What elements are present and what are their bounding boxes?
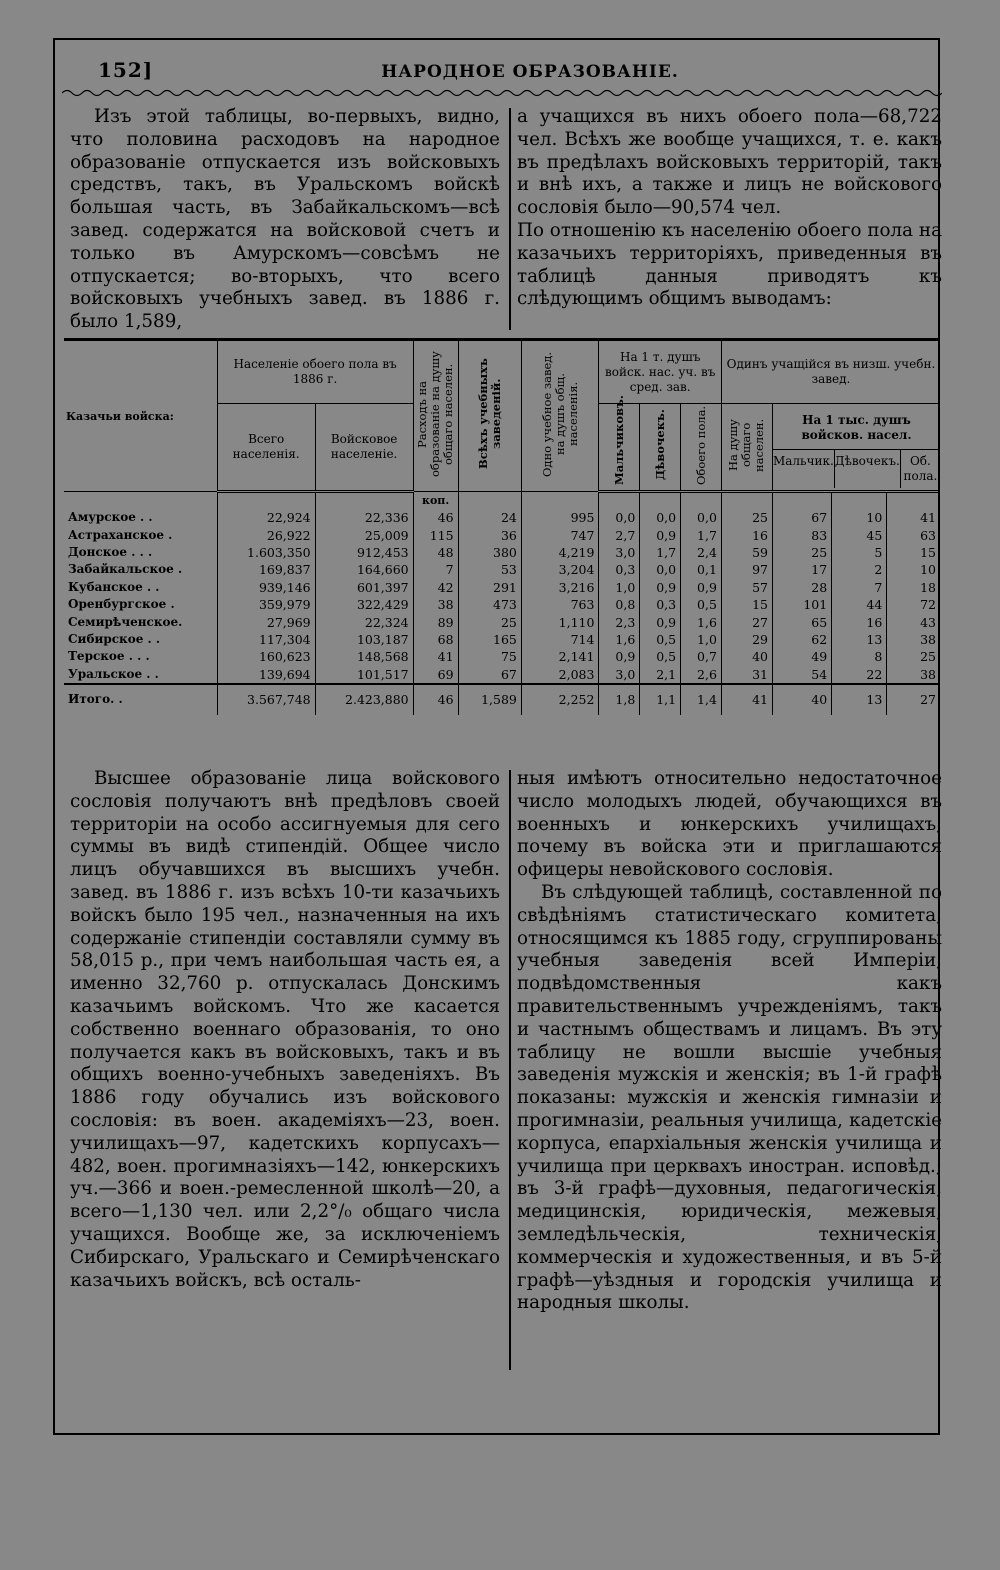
cell-b2: 54 [772,666,831,684]
ornamental-rule [62,88,942,98]
header-total-population: Всего населенія. [217,404,315,492]
cell-schools: 473 [458,596,521,613]
cell-name: Уральское . . [68,666,159,681]
cell-g2: 16 [832,613,887,630]
table-row [64,648,940,665]
cell-total: 139,694 [217,666,315,684]
cell-name: Итого. . [64,684,217,715]
cell-one: 2,083 [521,666,599,684]
header-both-2: Об. пола. [903,453,938,483]
cell-military: 2.423,880 [315,684,413,715]
column-divider [509,770,511,1370]
cell-one: 1,110 [521,613,599,630]
cell-per-capita: 57 [721,579,772,596]
header-boys: Мальчиковъ. [611,395,626,485]
cell-total: 1.603,350 [217,544,315,561]
cell-both2: 63 [887,526,940,543]
cell-b2: 49 [772,648,831,665]
cell-per-capita: 25 [721,509,772,526]
cell-name: Амурское . . [68,510,153,525]
cell-boys: 1,6 [599,631,640,648]
cell-name: Терское . . . [68,649,150,664]
cell-both: 2,6 [681,666,722,684]
page-number: 152] [98,58,154,82]
header-per-capita: На душу общаго населен. [726,418,767,472]
cell-g2: 45 [832,526,887,543]
cell-total: 3.567,748 [217,684,315,715]
cell-military: 601,397 [315,579,413,596]
cell-military: 103,187 [315,631,413,648]
header-both: Обоего пола. [693,405,708,485]
cell-both2: 43 [887,613,940,630]
cell-per-capita: 97 [721,561,772,578]
table-row [64,613,940,630]
cell-b2: 65 [772,613,831,630]
cell-one: 3,204 [521,561,599,578]
cell-one: 747 [521,526,599,543]
cell-schools: 75 [458,648,521,665]
statistics-table [64,338,940,758]
unit-label: коп. [413,492,458,510]
header-boys-2: Мальчик. [773,450,835,488]
header-girls: Дѣвочекъ. [652,409,667,481]
column-divider [509,108,511,330]
cell-schools: 53 [458,561,521,578]
cell-girls: 0,5 [640,631,681,648]
cell-g2: 22 [832,666,887,684]
cell-expense: 69 [413,666,458,684]
cell-expense: 46 [413,509,458,526]
cell-schools: 36 [458,526,521,543]
cell-expense: 42 [413,579,458,596]
cell-both2: 41 [887,509,940,526]
header-girls-2: Дѣвочекъ. [835,450,901,488]
cell-g2: 13 [832,684,887,715]
cell-girls: 0,0 [640,561,681,578]
cell-both: 1,0 [681,631,722,648]
cell-expense: 48 [413,544,458,561]
cell-b2: 28 [772,579,831,596]
text-column-left-top [70,106,500,334]
cell-boys: 2,7 [599,526,640,543]
paragraph: По отношенію къ населенію обоего пола на казачьихъ территоріяхъ, приведенныя въ таблицѣ данныя приводятъ къ слѣдующимъ общимъ выводамъ: [517,219,942,310]
cell-total: 359,979 [217,596,315,613]
cell-g2: 13 [832,631,887,648]
cell-both: 1,6 [681,613,722,630]
running-title: НАРОДНОЕ ОБРАЗОВАНІЕ. [381,62,679,82]
cell-b2: 67 [772,509,831,526]
cell-g2: 2 [832,561,887,578]
header-population-group: Населеніе обоего пола въ 1886 г. [217,340,413,404]
cell-b2: 25 [772,544,831,561]
cell-girls: 1,7 [640,544,681,561]
cell-per-capita: 40 [721,648,772,665]
cell-military: 912,453 [315,544,413,561]
header-one-student-group: Одинъ учащійся въ низш. учебн. завед. [721,340,940,404]
table-total-row [64,684,940,715]
cell-both: 1,4 [681,684,722,715]
text-column-right-top [517,106,942,311]
cell-girls: 0,9 [640,526,681,543]
table-row [64,509,940,526]
table-row [64,544,940,561]
cell-one: 3,216 [521,579,599,596]
cell-schools: 1,589 [458,684,521,715]
paragraph: Высшее образованіе лица войскового сословія получаютъ внѣ предѣловъ своей территоріи на особо ассигнуемыя для сего суммы въ видѣ стипендій. Общее число лицъ обучавшихся въ высшихъ учебн. завед. въ 1886 г. изъ всѣхъ 10-ти казачьихъ войскъ было 195 чел., назначенныя на ихъ содержаніе стипендіи составляли сумму въ 58,015 р., при чемъ наибольшая часть ея, а именно 32,760 р. отпускалась Донскимъ казачьимъ войскомъ. Что же касается собственно военнаго образованія, то оно получается какъ въ войсковыхъ, такъ и въ общихъ военно-учебныхъ заведеніяхъ. Въ 1886 году обучались изъ войскового сословія: въ воен. академіяхъ—23, воен. училищахъ—97, кадетскихъ корпусахъ—482, воен. прогимназіяхъ—142, юнкерскихъ уч.—366 и воен.-ремесленной школѣ—20, а всего—1,130 чел. или 2,2°/₀ общаго числа учащихся. Вообще же, за исключеніемъ Сибирскаго, Уральскаго и Семирѣченскаго казачьихъ войскъ, всѣ осталь- [70,768,500,1291]
cell-military: 22,336 [315,509,413,526]
cell-military: 22,324 [315,613,413,630]
table-row [64,579,940,596]
cell-expense: 68 [413,631,458,648]
cell-per-capita: 41 [721,684,772,715]
table-row [64,666,940,684]
cell-military: 148,568 [315,648,413,665]
header-per1000-group: На 1 т. душъ войск. нас. уч. въ сред. зав. [599,340,721,404]
cell-both: 0,1 [681,561,722,578]
cell-girls: 0,5 [640,648,681,665]
cell-both2: 18 [887,579,940,596]
cell-per-capita: 15 [721,596,772,613]
cell-g2: 8 [832,648,887,665]
cell-girls: 2,1 [640,666,681,684]
cell-both: 1,7 [681,526,722,543]
cell-name: Донское . . . [68,544,153,559]
cell-total: 22,924 [217,509,315,526]
cell-b2: 17 [772,561,831,578]
cell-total: 27,969 [217,613,315,630]
table-row [64,596,940,613]
cell-schools: 25 [458,613,521,630]
cell-both2: 38 [887,666,940,684]
cell-name: Оренбургское . [68,597,175,612]
cell-name: Забайкальское . [68,562,183,577]
cell-boys: 0,8 [599,596,640,613]
cell-expense: 89 [413,613,458,630]
cell-expense: 41 [413,648,458,665]
cell-boys: 2,3 [599,613,640,630]
cell-military: 101,517 [315,666,413,684]
cell-per-capita: 16 [721,526,772,543]
cell-name: Сибирское . . [68,631,161,646]
cell-expense: 46 [413,684,458,715]
paragraph: Въ слѣдующей таблицѣ, составленной по свѣдѣніямъ статистическаго комитета, относящимся къ 1885 году, сгруппированы учебныя заведенія всей Имперіи, подвѣдомственныя какъ правительственнымъ учрежденіямъ, такъ и частнымъ обществамъ и лицамъ. Въ эту таблицу не вошли высшіе учебныя заведенія мужскія и женскія; въ 1-й графѣ показаны: мужскія и женскія гимназіи и прогимназіи, реальныя училища, кадетскіе корпуса, епархіальныя женскія училища и училища при церквахъ иностран. исповѣд.; въ 3-й графѣ—духовныя, педагогическія, медицинскія, юридическія, межевыя, земледѣльческія, техническія, коммерческія и художественныя, и въ 5-й графѣ—уѣздныя и городскія училища и народныя школы. [517,881,942,1314]
cell-one: 4,219 [521,544,599,561]
cell-both: 2,4 [681,544,722,561]
cell-both2: 38 [887,631,940,648]
cell-total: 26,922 [217,526,315,543]
cell-boys: 3,0 [599,666,640,684]
cell-girls: 0,0 [640,509,681,526]
table-row [64,526,940,543]
cell-boys: 0,3 [599,561,640,578]
paragraph: а учащихся въ нихъ обоего пола—68,722 чел. Всѣхъ же вообще учащихся, т. е. какъ въ предѣлахъ войсковыхъ территорій, такъ и внѣ ихъ, а также и лицъ не войскового сословія было—90,574 чел. [517,106,942,219]
header-military-population: Войсковое населеніе. [315,404,413,492]
cell-both2: 72 [887,596,940,613]
cell-boys: 0,0 [599,509,640,526]
cell-g2: 10 [832,509,887,526]
cell-both2: 10 [887,561,940,578]
cell-both2: 15 [887,544,940,561]
cell-schools: 24 [458,509,521,526]
cell-both: 0,7 [681,648,722,665]
cell-b2: 83 [772,526,831,543]
cell-g2: 7 [832,579,887,596]
cell-schools: 291 [458,579,521,596]
cell-g2: 5 [832,544,887,561]
text-column-right-bottom [517,768,942,1315]
cell-boys: 1,0 [599,579,640,596]
cell-per-capita: 29 [721,631,772,648]
cell-one: 714 [521,631,599,648]
cell-both: 0,9 [681,579,722,596]
cell-expense: 38 [413,596,458,613]
cell-boys: 3,0 [599,544,640,561]
header-all-schools: Всѣхъ учебныхъ заведеній. [475,358,503,470]
cell-b2: 101 [772,596,831,613]
text-column-left-bottom [70,768,500,1292]
cell-both2: 25 [887,648,940,665]
cell-schools: 380 [458,544,521,561]
cell-total: 169,837 [217,561,315,578]
cell-per-capita: 59 [721,544,772,561]
cell-one: 2,252 [521,684,599,715]
cell-per-capita: 27 [721,613,772,630]
header-troops: Казачьи войска: [64,340,217,492]
cell-boys: 1,8 [599,684,640,715]
cell-per-capita: 31 [721,666,772,684]
cell-boys: 0,9 [599,648,640,665]
cell-one: 763 [521,596,599,613]
cell-schools: 67 [458,666,521,684]
cell-both: 0,5 [681,596,722,613]
table-row [64,561,940,578]
cell-girls: 0,3 [640,596,681,613]
header-one-school: Одно учебное завед. на душъ общ. населенія. [539,351,580,477]
cell-girls: 0,9 [640,613,681,630]
cell-both: 0,0 [681,509,722,526]
cell-schools: 165 [458,631,521,648]
header-expense: Расходъ на образованіе на душу общаго населен. [415,351,456,477]
paragraph: Изъ этой таблицы, во-первыхъ, видно, что половина расходовъ на народное образованіе отпускается изъ войсковыхъ средствъ, такъ, въ Уральскомъ войскѣ большая часть, въ Забайкальскомъ—всѣ завед. содержатся на войсковой счетъ и только въ Амурскомъ—совсѣмъ не отпускается; во-вторыхъ, что всего войсковыхъ учебныхъ завед. въ 1886 г. было 1,589, [70,106,500,333]
table-row [64,631,940,648]
cell-one: 995 [521,509,599,526]
cell-g2: 44 [832,596,887,613]
cell-military: 322,429 [315,596,413,613]
cell-expense: 7 [413,561,458,578]
cell-girls: 0,9 [640,579,681,596]
cell-total: 117,304 [217,631,315,648]
cell-both2: 27 [887,684,940,715]
paragraph: ныя имѣютъ относительно недостаточное число молодыхъ людей, обучающихся въ военныхъ и юнкерскихъ училищахъ, почему въ войска эти и приглашаются офицеры невойскового сословія. [517,768,942,881]
cell-one: 2,141 [521,648,599,665]
cell-military: 25,009 [315,526,413,543]
cell-total: 160,623 [217,648,315,665]
cell-name: Астраханское . [68,527,173,542]
cell-girls: 1,1 [640,684,681,715]
cell-expense: 115 [413,526,458,543]
cell-b2: 40 [772,684,831,715]
cell-military: 164,660 [315,561,413,578]
cell-name: Кубанское . . [68,579,160,594]
header-per-thousand-group: На 1 тыс. душъ войсков. насел. [773,407,940,450]
cell-name: Семирѣченское. [68,614,183,629]
cell-b2: 62 [772,631,831,648]
cell-total: 939,146 [217,579,315,596]
